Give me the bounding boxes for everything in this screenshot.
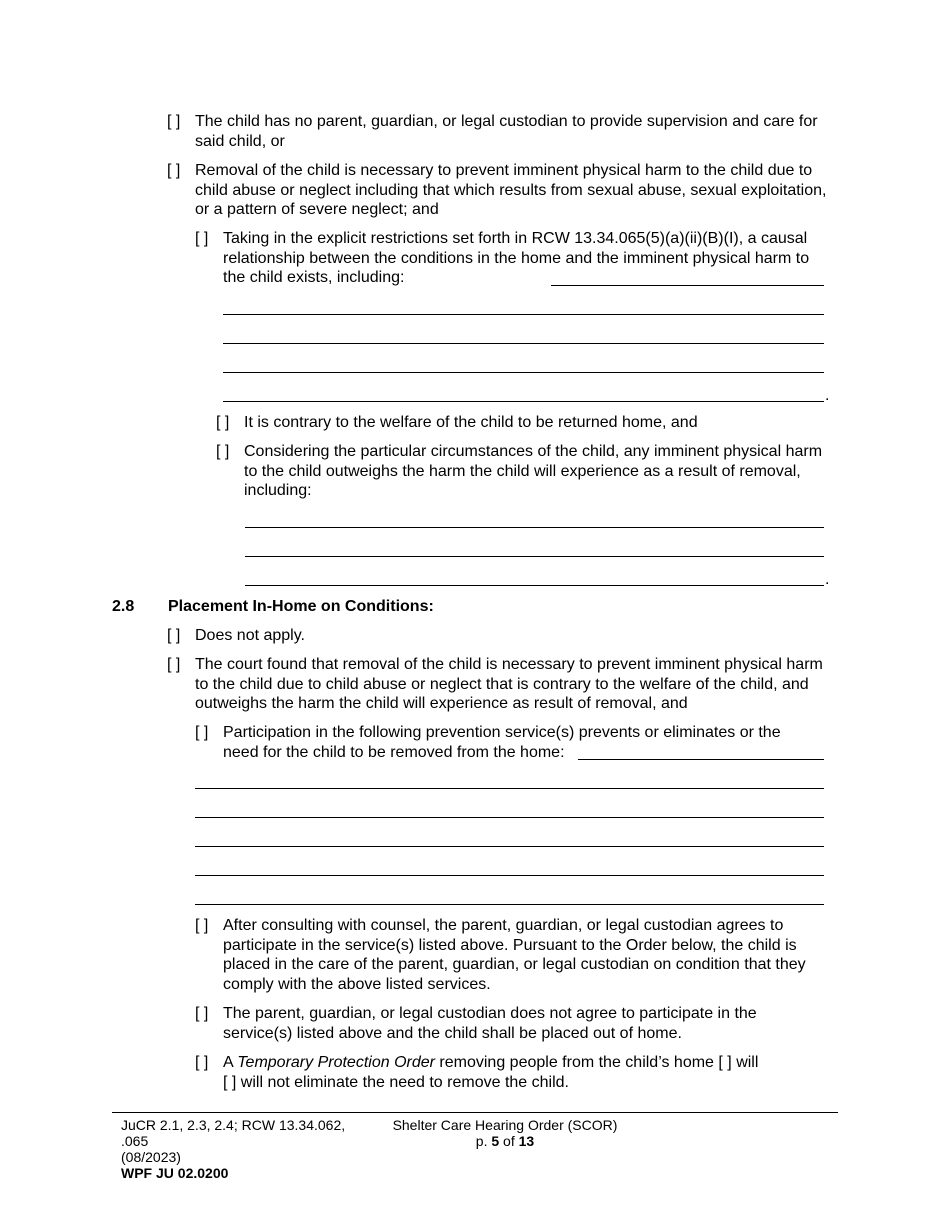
fill-in-line[interactable] [578, 759, 824, 760]
checkbox[interactable]: [ ] [167, 656, 181, 673]
checkbox[interactable]: [ ] [195, 724, 209, 741]
page-current: 5 [491, 1133, 500, 1149]
option-does-not-apply [167, 626, 837, 646]
tpo-middle: removing people from the child’s home [439, 1054, 714, 1071]
tpo-will-not: will not eliminate the need to remove the child. [240, 1073, 569, 1091]
footer-form-number: WPF JU 02.0200 [121, 1165, 229, 1181]
footer-form-info [390, 1117, 620, 1149]
tpo-will: will [736, 1054, 759, 1071]
option-text: Does not apply. [195, 627, 305, 644]
fill-in-line[interactable] [223, 314, 824, 315]
fill-in-line[interactable] [195, 788, 824, 789]
option-contrary-welfare [216, 413, 836, 433]
option-text: The parent, guardian, or legal custodian does not agree to participate in the service(s) listed above and the child shall be placed out of home. [223, 1005, 757, 1042]
checkbox[interactable]: [ ] [195, 917, 209, 934]
checkbox[interactable]: [ ] [195, 230, 209, 247]
checkbox[interactable]: [ ] [167, 627, 181, 644]
fill-in-line[interactable] [195, 846, 824, 847]
checkbox[interactable]: [ ] [167, 162, 181, 179]
page-footer [112, 1112, 838, 1181]
option-not-agree [195, 1004, 795, 1044]
option-causal-relationship [195, 229, 825, 289]
option-text: After consulting with counsel, the parent, guardian, or legal custodian agrees to participate in the service(s) listed above. Pursuant to the Order below, the child is placed in the care of the parent, guardian, or legal custodian on condition that they comply with the above listed services. [223, 917, 806, 993]
section-number: 2.8 [112, 598, 135, 615]
option-removal-necessary [167, 161, 837, 221]
option-text: Considering the particular circumstances of the child, any imminent physical harm to the child outweighs the harm the child will experience as a result of removal, including: [244, 443, 823, 499]
footer-citation [121, 1117, 371, 1181]
option-agrees [195, 916, 830, 996]
option-court-found [167, 655, 827, 715]
checkbox-will[interactable]: [ ] [718, 1054, 732, 1071]
page-prefix: p. [475, 1133, 488, 1149]
option-prevention-services [195, 723, 820, 763]
tpo-prefix: A [223, 1054, 233, 1071]
fill-in-line[interactable] [245, 527, 824, 528]
page-total: 13 [518, 1133, 535, 1149]
checkbox[interactable]: [ ] [195, 1054, 209, 1071]
checkbox[interactable]: [ ] [167, 113, 181, 130]
option-outweighs-harm [216, 442, 828, 502]
fill-in-line[interactable] [223, 372, 824, 373]
section-title: Placement In-Home on Conditions: [168, 598, 434, 615]
fill-in-line[interactable] [551, 285, 824, 286]
footer-date: (08/2023) [121, 1149, 181, 1165]
option-text: Taking in the explicit restrictions set forth in RCW 13.34.065(5)(a)(ii)(B)(I), a causal relationship between the conditions in the home and the imminent physical harm to the child exists, including: [223, 230, 810, 286]
option-text: Participation in the following prevention service(s) prevents or eliminates or the need for the child to be removed from the home: [223, 724, 781, 761]
checkbox[interactable]: [ ] [216, 414, 230, 431]
period: . [825, 387, 830, 404]
fill-in-line[interactable] [195, 875, 824, 876]
option-no-parent [167, 112, 837, 152]
option-temporary-protection-order [195, 1053, 830, 1093]
footer-rule-line-2: .065 [121, 1133, 149, 1149]
fill-in-line[interactable] [245, 585, 824, 586]
fill-in-line[interactable] [223, 343, 824, 344]
footer-page-number [390, 1133, 620, 1149]
option-text: The court found that removal of the child is necessary to prevent imminent physical harm to the child due to child abuse or neglect that is contrary to the welfare of the child, and outweighs the harm the child will experience as result of removal, and [195, 656, 823, 712]
option-text: Removal of the child is necessary to prevent imminent physical harm to the child due to child abuse or neglect including that which results from sexual abuse, sexual exploitation, or a pattern of severe neglect; and [195, 162, 827, 218]
option-text: The child has no parent, guardian, or legal custodian to provide supervision and care for said child, or [195, 113, 818, 150]
checkbox[interactable]: [ ] [195, 1005, 209, 1022]
fill-in-line[interactable] [245, 556, 824, 557]
checkbox[interactable]: [ ] [216, 443, 230, 460]
checkbox-will-not[interactable]: [ ] [223, 1073, 237, 1091]
fill-in-line[interactable] [195, 817, 824, 818]
page-of: of [503, 1133, 515, 1149]
period: . [825, 571, 830, 588]
tpo-title: Temporary Protection Order [237, 1054, 435, 1071]
footer-rule-line-1: JuCR 2.1, 2.3, 2.4; RCW 13.34.062, [121, 1117, 346, 1133]
footer-form-title: Shelter Care Hearing Order (SCOR) [392, 1117, 618, 1133]
fill-in-line[interactable] [195, 904, 824, 905]
fill-in-line[interactable] [223, 401, 824, 402]
option-text: It is contrary to the welfare of the child to be returned home, and [244, 414, 698, 431]
